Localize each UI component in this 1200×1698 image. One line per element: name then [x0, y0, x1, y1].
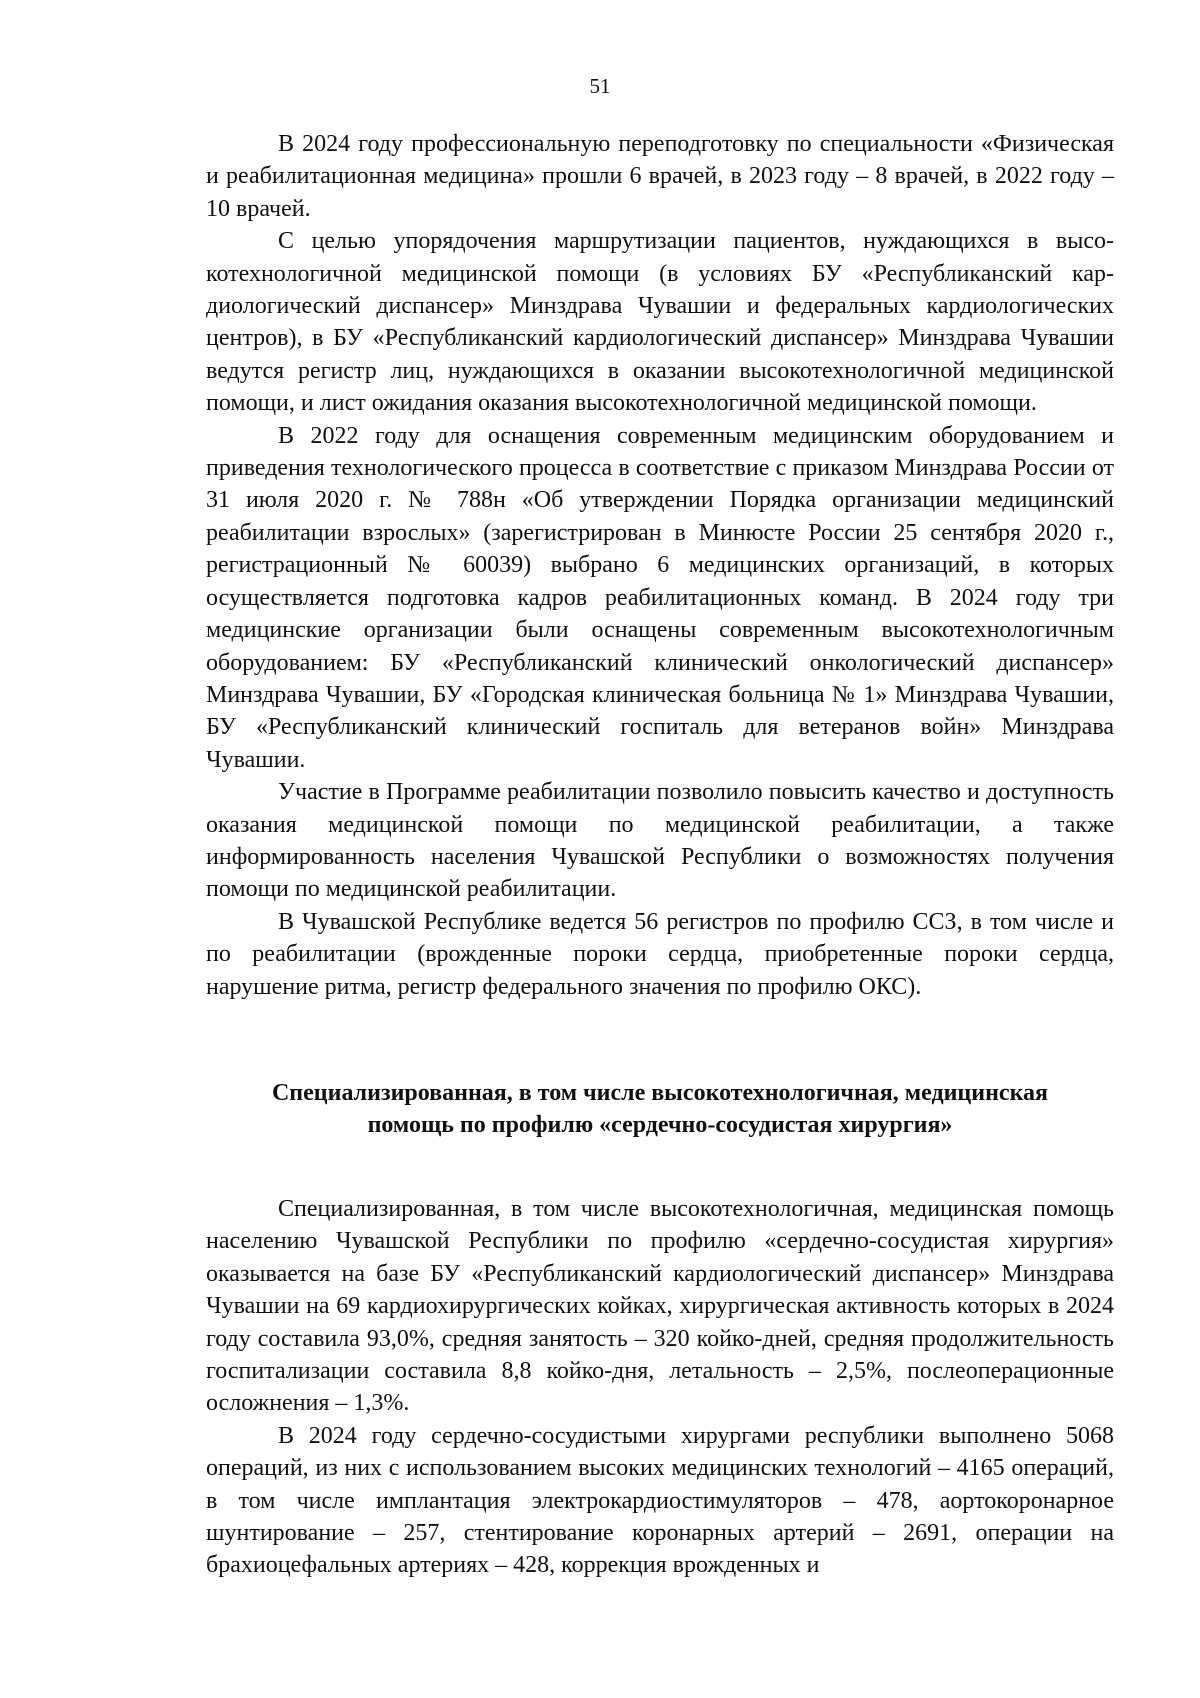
paragraph-operations-count: В 2024 году сердечно-сосудистыми хирургами республики выполнено 5068 операций, из них с использованием высоких медицинских технологий – 4165 операций, в том числе имплантация электрокардиостимуляторов – 478, аортокоронарное шунтирование – 257, стентирование коронарных артерий – 2691, операции на брахиоцефальных артериях – 428, коррекция врожденных и	[206, 1422, 1114, 1579]
section-heading-line-2: помощь по профилю «сердечно-сосудистая хирургия»	[367, 1111, 953, 1138]
section-heading	[206, 1077, 1114, 1141]
paragraph-equipment: В 2022 году для оснащения современным медицинским оборудованием и приведения технологического процесса в соответствие с приказом Минздрава России от 31 июля 2020 г. № 788н «Об утверждении Порядка организации медицинский реабилитации взрослых» (зарегистрирован в Минюсте России 25 сентября 2020 г., регистрационный № 60039) выбрано 6 медицинских организаций, в которых осуществляется подготовка кадров реабилитационных команд. В 2024 году три медицинские организации были оснащены современным высокотехнологичным оборудованием: БУ «Республиканский клинический онкологический диспансер» Минздрава Чувашии, БУ «Городская клиническая больница № 1» Минздрава Чувашии, БУ «Республиканский клинический госпиталь для ветеранов войн» Минздрава Чувашии.	[206, 422, 1114, 773]
paragraph-retraining: В 2024 году профессиональную переподготовку по специальности «Физическая и реабилитационная медицина» прошли 6 врачей, в 2023 году – 8 врачей, в 2022 году – 10 врачей.	[206, 131, 1114, 222]
page-number: 51	[589, 74, 611, 98]
paragraph-registries: В Чувашской Республике ведется 56 регистров по профилю ССЗ, в том числе и по реабилитации (врожденные пороки сердца, приобретенные пороки сердца, нарушение ритма, регистр федерального значения по профилю ОКС).	[206, 908, 1114, 1000]
section-heading-line-1: Специализированная, в том числе высокотехнологичная, медицинская	[271, 1079, 1049, 1106]
paragraph-cardiac-surgery-care: Специализированная, в том числе высокотехнологичная, медицинская помощь населению Чувашской Республики по профилю «сердечно-сосудистая хирургия» оказывается на базе БУ «Республиканский кардиологический диспансер» Минздрава Чувашии на 69 кардиохирургических койках, хирургическая активность которых в 2024 году составила 93,0%, средняя занятость – 320 койко-дней, средняя продолжительность госпитализации составила 8,8 койко-дня, летальность – 2,5%, послеоперационные осложнения – 1,3%.	[206, 1195, 1114, 1417]
paragraph-program-participation: Участие в Программе реабилитации позволило повысить качество и доступность оказания медицинской помощи по медицинской реабилитации, а также информированность населения Чувашской Республики о возможностях получения помощи по медицинской реабилитации.	[206, 779, 1114, 903]
page-content	[206, 128, 1114, 1582]
paragraph-routing: С целью упорядочения маршрутизации пациентов, нуждающихся в высокотехнологичной медицинской помощи (в условиях БУ «Республиканский кардиологический диспансер» Минздрава Чувашии и федеральных кардиологических центров), в БУ «Республиканский кардиологический диспансер» Минздрава Чувашии ведутся регистр лиц, нуждающихся в оказании высокотехнологичной медицинской помощи, и лист ожидания оказания высокотехнологичной медицинской помощи.	[206, 228, 1114, 417]
